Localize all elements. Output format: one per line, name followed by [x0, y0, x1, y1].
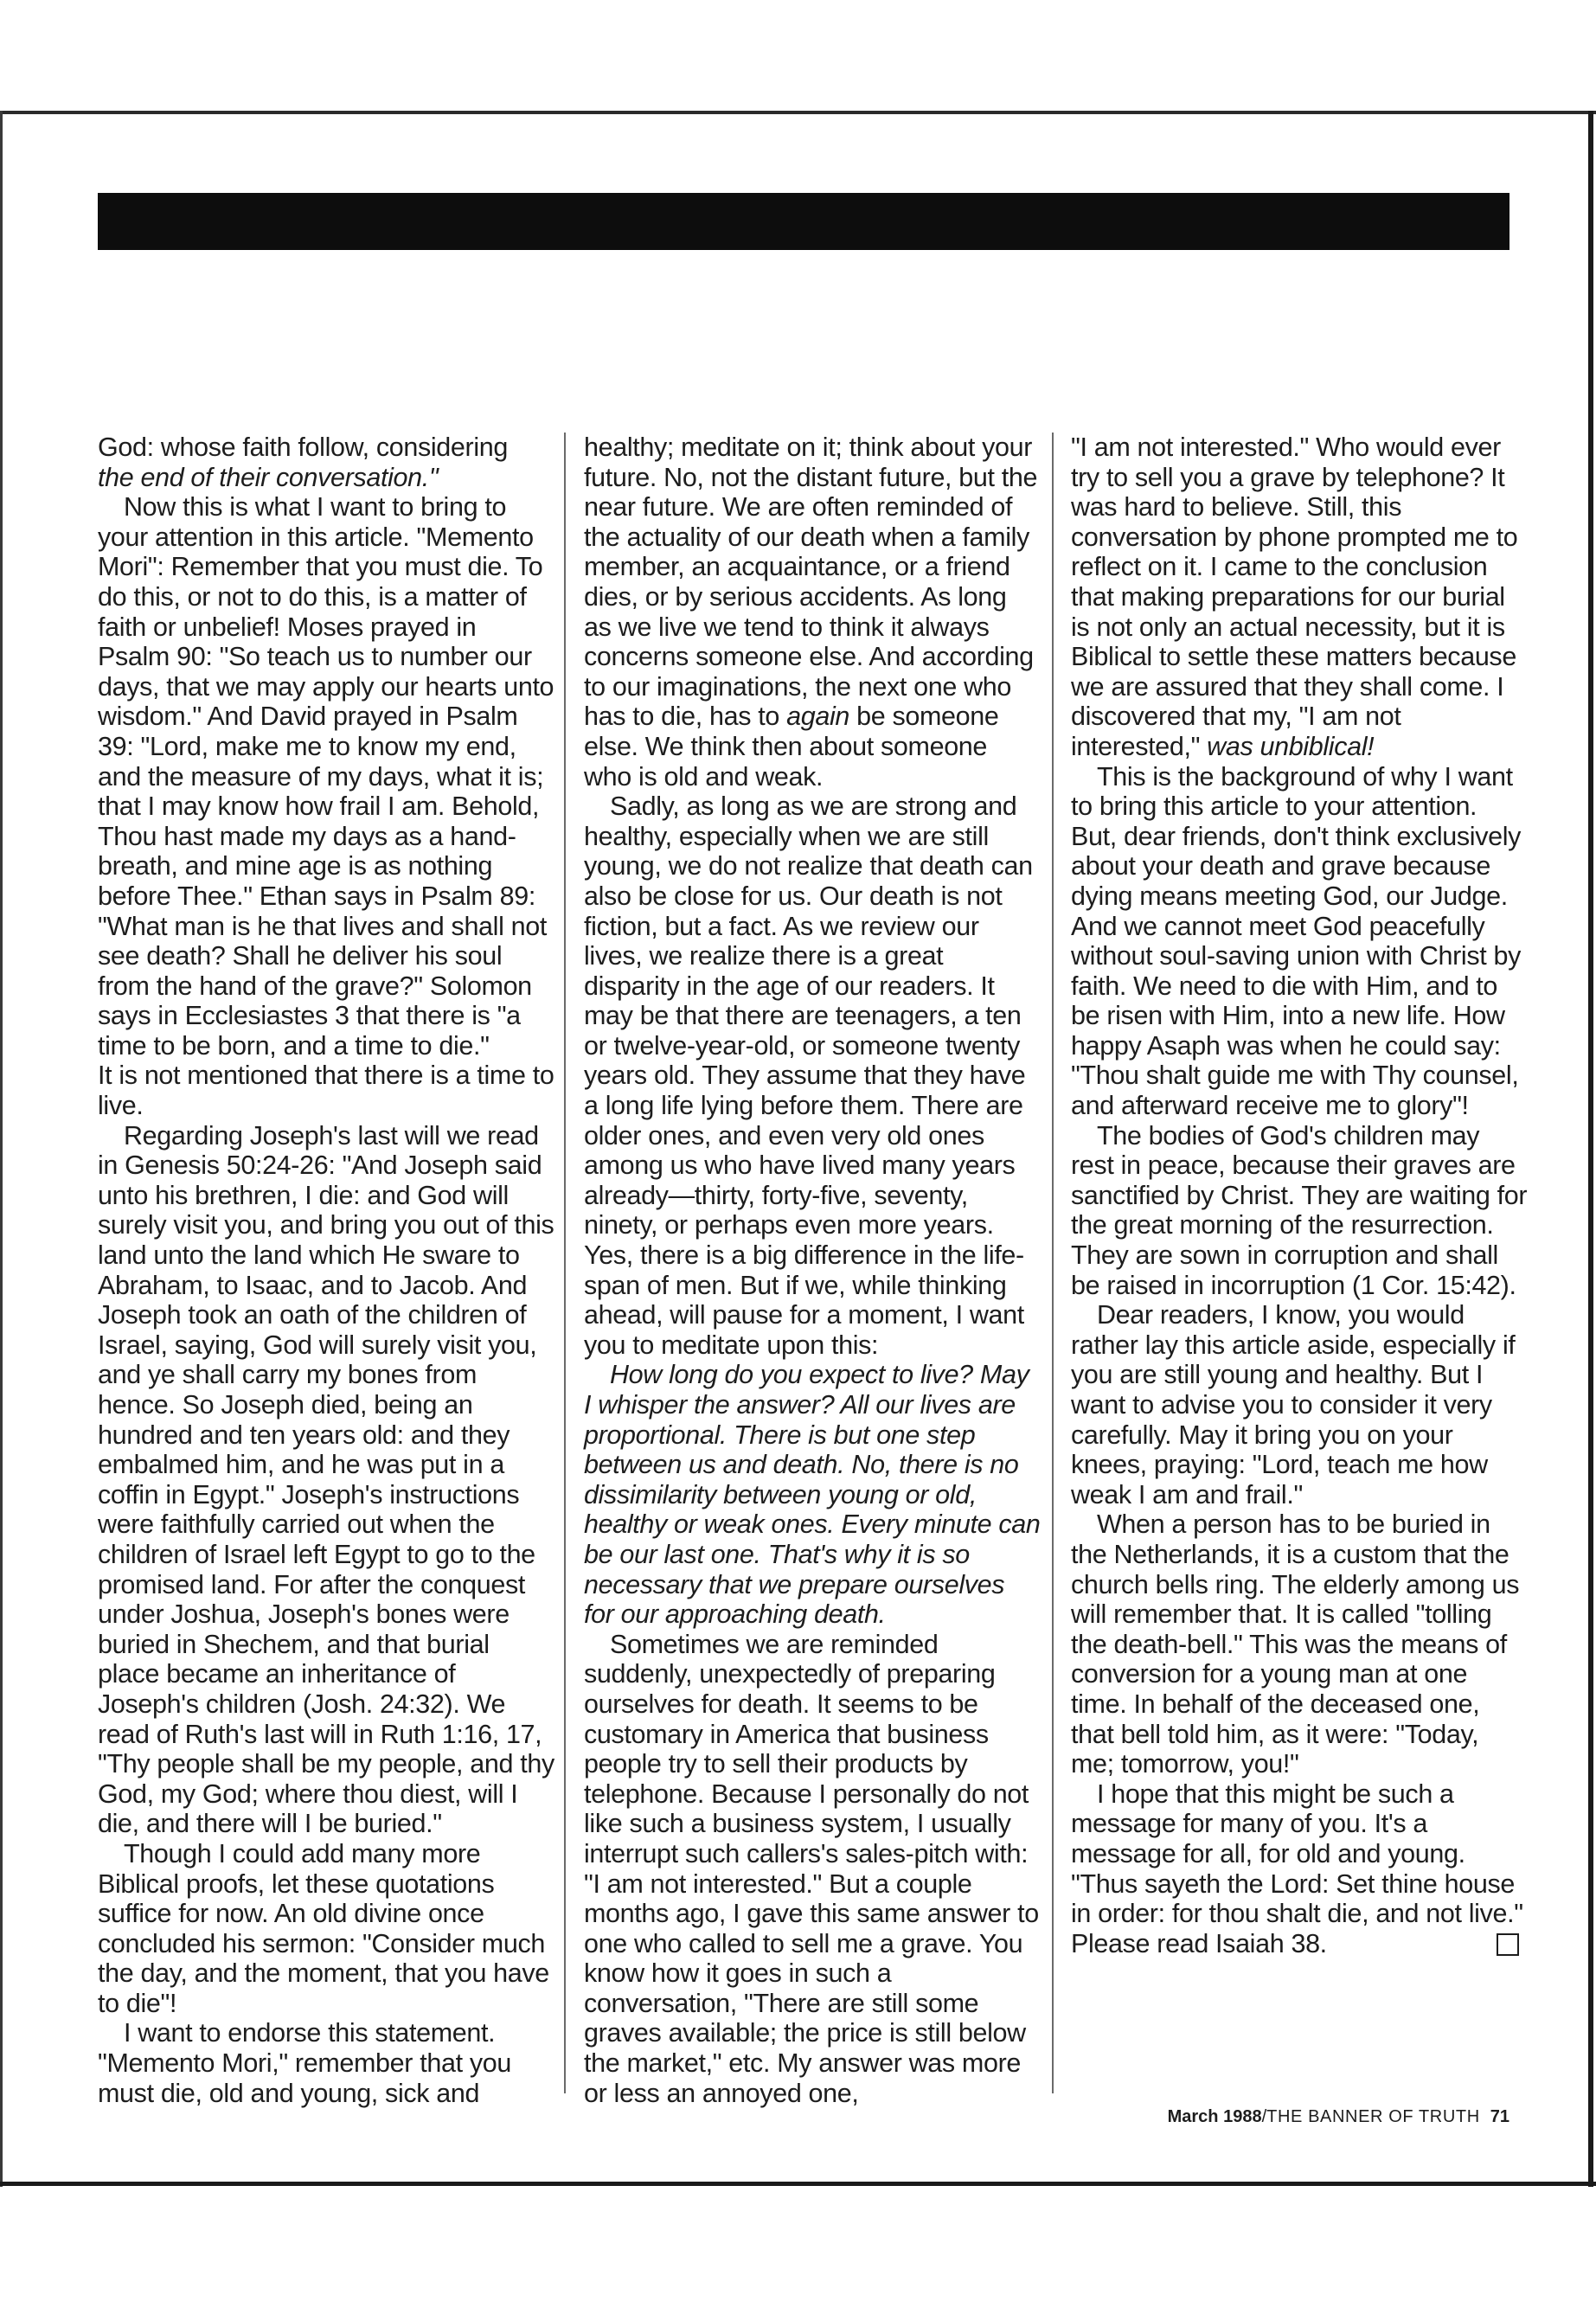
paragraph-text: Now this is what I want to bring to your attention in this article. "Memento Mori": Remember that you must die. To do this, or not to do this, is a matter of faith or unbelief! Moses prayed in Psalm 90: "So teach us to number our days, that we may apply our hearts unto wisdom." And David prayed in Psalm 39: "Lord, make me to know my end, and the measure of my days, what it is; that I may know how frail I am. Behold, Thou hast made my days as a hand-breath, and mine age is as nothing before Thee." Ethan says in Psalm 89: "What man is he that lives and shall not see death? Shall he deliver his soul from the hand of the grave?" Solomon says in Ecclesiastes 3 that there is "a time to be born, and a time to die."	[98, 492, 554, 1061]
article-paragraph	[1071, 1509, 1528, 1779]
column-divider-2	[1052, 433, 1054, 2093]
page-number: 71	[1490, 2107, 1509, 2126]
end-of-article-box-icon	[1497, 1933, 1519, 1956]
article-paragraph	[584, 1360, 1041, 1629]
emphasis-text: again	[786, 702, 850, 732]
article-paragraph	[98, 433, 554, 463]
footer-publication: THE BANNER OF TRUTH	[1266, 2107, 1480, 2126]
paragraph-text: The bodies of God's children may rest in peace, because their graves are sanctified by Christ. They are waiting for the great morning of the resurrection. They are sown in corruption and shall be raised in incorruption (1 Cor. 15:42).	[1071, 1120, 1528, 1300]
page-bottom-edge	[0, 2182, 1596, 2186]
footer-separator: /	[1261, 2107, 1267, 2126]
page-left-edge	[0, 111, 3, 2187]
article-paragraph	[584, 792, 1041, 1360]
paragraph-text: Dear readers, I know, you would rather lay this article aside, especially if you are still young and healthy. But I want to advise you to consider it very carefully. May it bring you on your knees, praying: "Lord, teach me how weak I am and frail."	[1071, 1300, 1516, 1509]
paragraph-text: Sometimes we are reminded suddenly, unexpectedly of preparing ourselves for death. It seems to be customary in America that business people try to sell their products by telephone. Because I personally do not like such a business system, I usually interrupt such callers's sales-pitch with: "I am not interested." But a couple months ago, I gave this same answer to one who called to sell me a grave. You know how it goes in such a conversation, "There are still some graves available; the price is still below the market," etc. My answer was more or less an annoyed one,	[584, 1629, 1039, 2108]
article-paragraph	[98, 1061, 554, 1120]
page-right-edge	[1588, 111, 1593, 2187]
paragraph-text: When a person has to be buried in the Netherlands, it is a custom that the church bells ring. The elderly among us will remember that. It is called "tolling the death-bell." This was the means of conversion for a young man at one time. In behalf of the deceased one, that bell told him, as it were: "Today, me; tomorrow, you!"	[1071, 1509, 1520, 1779]
footer-date: March 1988	[1167, 2107, 1262, 2126]
page-top-edge	[0, 111, 1596, 114]
article-paragraph	[98, 492, 554, 1061]
article-paragraph	[98, 1121, 554, 1839]
paragraph-text: This is the background of why I want to bring this article to your attention. But, dear friends, don't think exclusively about your death and grave because dying means meeting God, our Judge. And we cannot meet God peacefully without soul-saving union with Christ by faith. We need to die with Him, and to be risen with Him, into a new life. How happy Asaph was when he could say: "Thou shalt guide me with Thy counsel, and afterward receive me to glory"!	[1071, 761, 1522, 1121]
paragraph-text: I hope that this might be such a message for many of you. It's a message for all, for old and young. "Thus sayeth the Lord: Set thine house in order: for thou shalt die, and not live." Please read Isaiah 38.	[1071, 1779, 1523, 1958]
paragraph-text-continued: be someone else. We think then about someone who is old and weak.	[584, 702, 999, 792]
page-footer	[1038, 2106, 1509, 2127]
article-paragraph	[1071, 1121, 1528, 1301]
paragraph-text: "I am not interested." Who would ever try to sell you a grave by telephone? It was hard to believe. Still, this conversation by phone prompted me to reflect on it. I came to the conclusion that making preparations for our burial is not only an actual necessity, but it is Biblical to settle these matters because we are assured that they shall come. I discovered that my, "I am not interested,"	[1071, 433, 1518, 761]
article-column-3	[1071, 433, 1528, 2089]
paragraph-text: Regarding Joseph's last will we read in Genesis 50:24-26: "And Joseph said unto his brethren, I die: and God will surely visit you, and bring you out of this land unto the land which He sware to Abraham, to Isaac, and to Jacob. And Joseph took an oath of the children of Israel, saying, God will surely visit you, and ye shall carry my bones from hence. So Joseph died, being an hundred and ten years old: and they embalmed him, and he was put in a coffin in Egypt." Joseph's instructions were faithfully carried out when the children of Israel left Egypt to go to the promised land. For after the conquest under Joshua, Joseph's bones were buried in Shechem, and that burial place became an inheritance of Joseph's children (Josh. 24:32). We read of Ruth's last will in Ruth 1:16, 17, "Thy people shall be my people, and thy God, my God; where thou diest, will I die, and there will I be buried."	[98, 1120, 554, 1839]
paragraph-text: God: whose faith follow, considering	[98, 433, 508, 462]
article-paragraph	[1071, 762, 1528, 1121]
emphasis-text: was unbiblical!	[1200, 731, 1375, 761]
article-paragraph	[1071, 1779, 1528, 1959]
paragraph-text: I want to endorse this statement. "Memento Mori," remember that you must die, old and young, sick and	[98, 2018, 511, 2108]
paragraph-text: It is not mentioned that there is a time to live.	[98, 1061, 554, 1121]
article-paragraph	[98, 1839, 554, 2019]
header-black-bar	[98, 193, 1509, 250]
paragraph-text: the end of their conversation."	[98, 462, 439, 492]
article-column-1	[98, 433, 554, 2108]
paragraph-text: Though I could add many more Biblical proofs, let these quotations suffice for now. An old divine once concluded his sermon: "Consider much the day, and the moment, that you have to die"!	[98, 1838, 549, 2018]
article-column-2	[584, 433, 1041, 2108]
article-paragraph	[1071, 433, 1528, 762]
article-paragraph	[98, 2018, 554, 2108]
paragraph-text: How long do you expect to live? May I whisper the answer? All our lives are proportional. There is but one step between us and death. No, there is no dissimilarity between young or old, healthy or weak ones. Every minute can be our last one. That's why it is so necessary that we prepare ourselves for our approaching death.	[584, 1360, 1041, 1630]
article-paragraph	[584, 433, 1041, 792]
column-divider-1	[564, 433, 566, 2093]
article-paragraph	[98, 463, 554, 493]
article-paragraph	[1071, 1300, 1528, 1509]
paragraph-text: Sadly, as long as we are strong and healthy, especially when we are still young, we do not realize that death can also be close for us. Our death is not fiction, but a fact. As we review our lives, we realize there is a great disparity in the age of our readers. It may be that there are teenagers, a ten or twelve-year-old, or someone twenty years old. They assume that they have a long life lying before them. There are older ones, and even very old ones among us who have lived many years already—thirty, forty-five, seventy, ninety, or perhaps even more years. Yes, there is a big difference in the life-span of men. But if we, while thinking ahead, will pause for a moment, I want you to meditate upon this:	[584, 792, 1033, 1360]
article-paragraph	[584, 1630, 1041, 2109]
paragraph-text: healthy; meditate on it; think about your future. No, not the distant future, but the near future. We are often reminded of the actuality of our death when a family member, an acquaintance, or a friend dies, or by serious accidents. As long as we live we tend to think it always concerns someone else. And according to our imaginations, the next one who has to die, has to	[584, 433, 1038, 732]
